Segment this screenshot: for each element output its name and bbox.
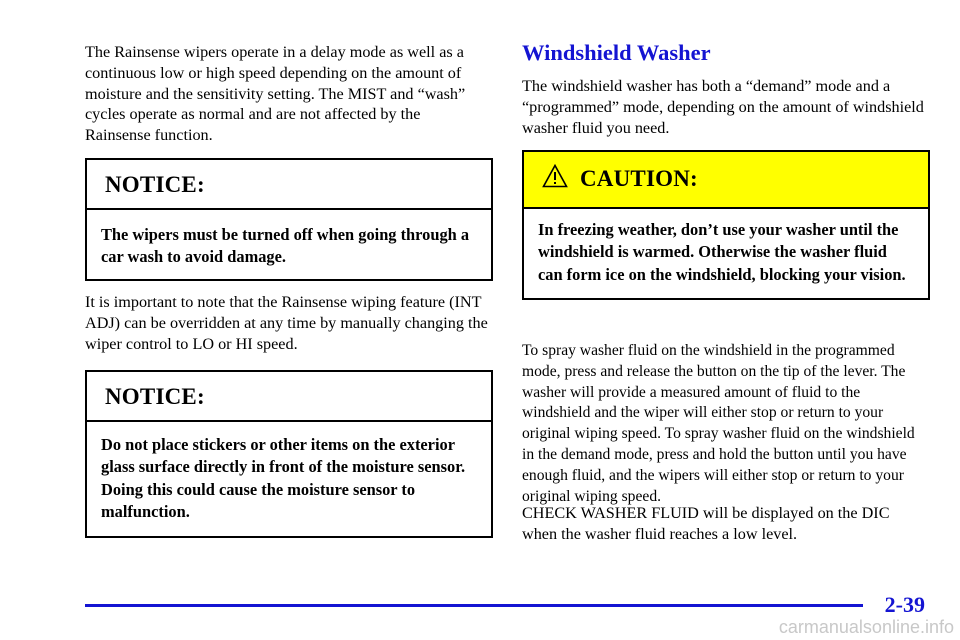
caution-header [524,152,928,209]
override-paragraph: It is important to note that the Rainsense wiping feature (INT ADJ) can be overridden at any time by manually changing the wiper control to LO or HI speed. [85,293,488,353]
check-fluid-paragraph: CHECK WASHER FLUID will be displayed on the DIC when the washer fluid reaches a low level. [522,504,890,543]
notice-title: NOTICE: [105,172,205,197]
washer-intro-paragraph: The windshield washer has both a “demand” mode and a “programmed” mode, depending on the amount of windshield washer fluid you need. [522,77,924,137]
page-number: 2-39 [884,592,925,617]
section-heading: Windshield Washer [522,40,711,65]
warning-triangle-icon [542,164,568,188]
notice-title: NOTICE: [105,384,205,409]
notice-body: The wipers must be turned off when going through a car wash to avoid damage. [101,225,470,267]
spray-paragraph: To spray washer fluid on the windshield in the programmed mode, press and release the button on the tip of the lever. The washer will provide a measured amount of fluid to the windshield and the wiper will either stop or return to your original wiping speed. To spray washer fluid on the windshield in the demand mode, press and hold the button until you have enough fluid, and the wipers will either stop or return to your original wiping speed. [522,342,915,505]
footer-rule [85,604,863,607]
notice-header [87,160,491,210]
notice-box-car-wash [85,158,493,281]
caution-title: CAUTION: [580,166,698,191]
caution-box [522,150,930,300]
notice-header [87,372,491,422]
notice-box-sensor [85,370,493,538]
rainsense-intro-paragraph: The Rainsense wipers operate in a delay mode as well as a continuous low or high speed depending on the amount of moisture and the sensitivity setting. The MIST and “wash” cycles operate as normal and are not affected by the Rainsense function. [85,43,466,145]
caution-body: In freezing weather, don’t use your washer until the windshield is warmed. Otherwise the washer fluid can form ice on the windshield, blocking your vision. [538,220,906,284]
notice-body: Do not place stickers or other items on the exterior glass surface directly in front of the moisture sensor. Doing this could cause the moisture sensor to malfunction. [101,435,466,522]
watermark: carmanualsonline.info [778,617,954,637]
